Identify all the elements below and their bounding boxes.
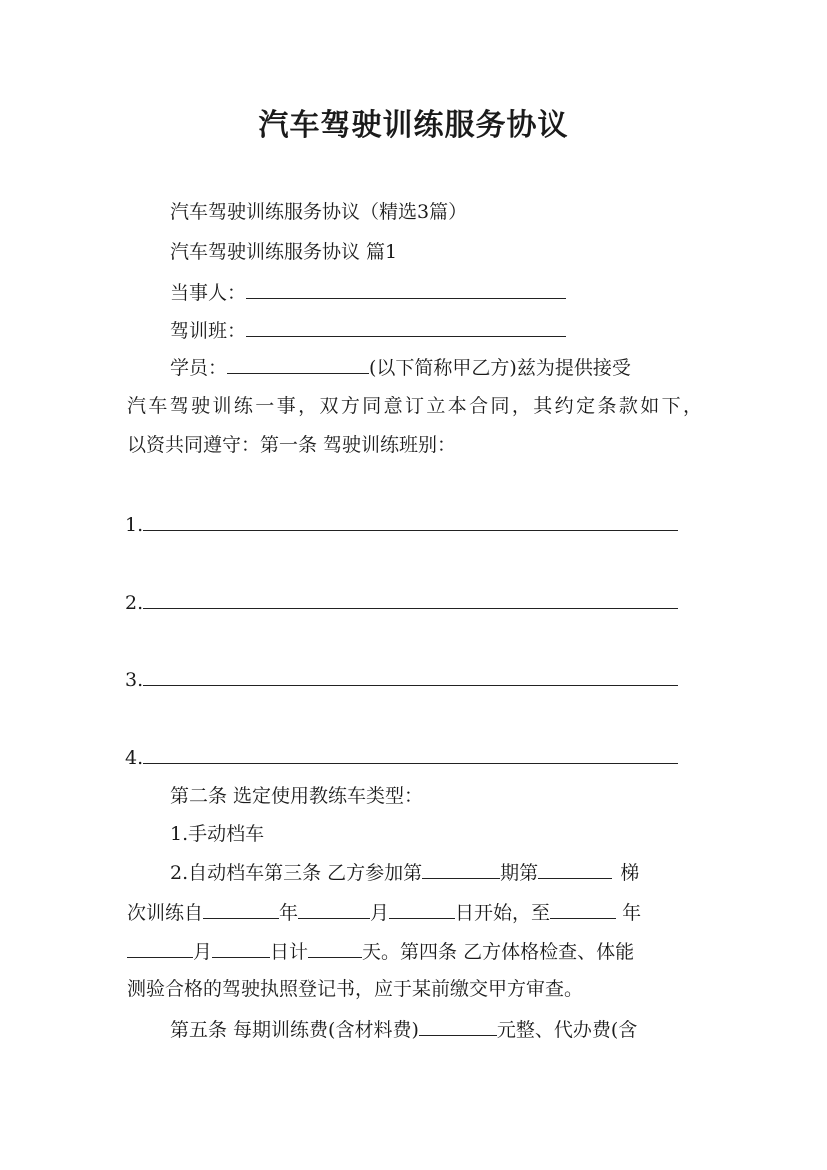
paragraph-line: 汽车驾驶训练一事，双方同意订立本合同，其约定条款如下，	[127, 395, 702, 417]
article-four-line: 测验合格的驾驶执照登记书，应于某前缴交甲方审查。	[127, 978, 584, 1000]
student-text: (以下简称甲乙方)兹为提供接受	[369, 357, 631, 379]
item-number: 4.	[125, 747, 144, 769]
end-year-blank	[550, 900, 616, 919]
end-month-blank	[127, 939, 193, 958]
item-blank	[143, 590, 678, 609]
text-seg: 期第	[500, 862, 539, 884]
class-item-4	[125, 745, 678, 770]
item-blank	[143, 667, 678, 686]
date-range-line	[127, 900, 641, 925]
text-seg: 年	[279, 902, 299, 924]
article-five-line	[170, 1017, 637, 1042]
item-blank	[143, 512, 678, 531]
text-seg: 日开始，至	[455, 902, 551, 924]
text-seg: 月	[370, 902, 390, 924]
student-label: 学员：	[170, 357, 228, 379]
manual-car-line: 1.手动档车	[170, 823, 265, 845]
text-seg: 元整、代办费(含	[496, 1019, 638, 1041]
item-number: 2.	[125, 592, 144, 614]
start-month-blank	[298, 900, 370, 919]
article-three-line	[170, 860, 639, 885]
article-one-line: 以资共同遵守：第一条 驾驶训练班别：	[127, 434, 457, 456]
start-day-blank	[389, 900, 455, 919]
text-seg: 2.自动档车第三条 乙方参加第	[170, 862, 423, 884]
item-blank	[143, 745, 678, 764]
end-day-blank	[212, 939, 270, 958]
days-blank	[308, 939, 362, 958]
party-label: 当事人：	[170, 282, 247, 304]
party-line	[170, 280, 566, 305]
school-line	[170, 318, 566, 343]
text-seg: 次训练自	[127, 902, 204, 924]
subtitle-line: 汽车驾驶训练服务协议（精选3篇）	[170, 201, 468, 223]
fee-blank	[419, 1017, 497, 1036]
text-seg: 月	[193, 941, 213, 963]
batch-blank	[538, 860, 612, 879]
text-seg: 梯	[620, 862, 640, 884]
article-two-line: 第二条 选定使用教练车类型：	[170, 785, 424, 807]
class-item-3	[125, 667, 678, 692]
student-line	[170, 355, 631, 380]
start-year-blank	[203, 900, 279, 919]
duration-line	[127, 939, 634, 964]
text-seg: 天。第四条 乙方体格检查、体能	[362, 941, 635, 963]
school-blank	[246, 318, 566, 337]
text-seg: 第五条 每期训练费(含材料费)	[170, 1019, 419, 1041]
student-blank	[227, 355, 369, 374]
class-item-1	[125, 512, 678, 537]
period-blank	[422, 860, 500, 879]
section-heading: 汽车驾驶训练服务协议 篇1	[170, 241, 398, 263]
page-title: 汽车驾驶训练服务协议	[258, 108, 569, 143]
party-blank	[246, 280, 566, 299]
text-seg: 日计	[270, 941, 309, 963]
item-number: 1.	[125, 514, 144, 536]
item-number: 3.	[125, 669, 144, 691]
school-label: 驾训班：	[170, 320, 247, 342]
text-seg: 年	[622, 902, 642, 924]
class-item-2	[125, 590, 678, 615]
